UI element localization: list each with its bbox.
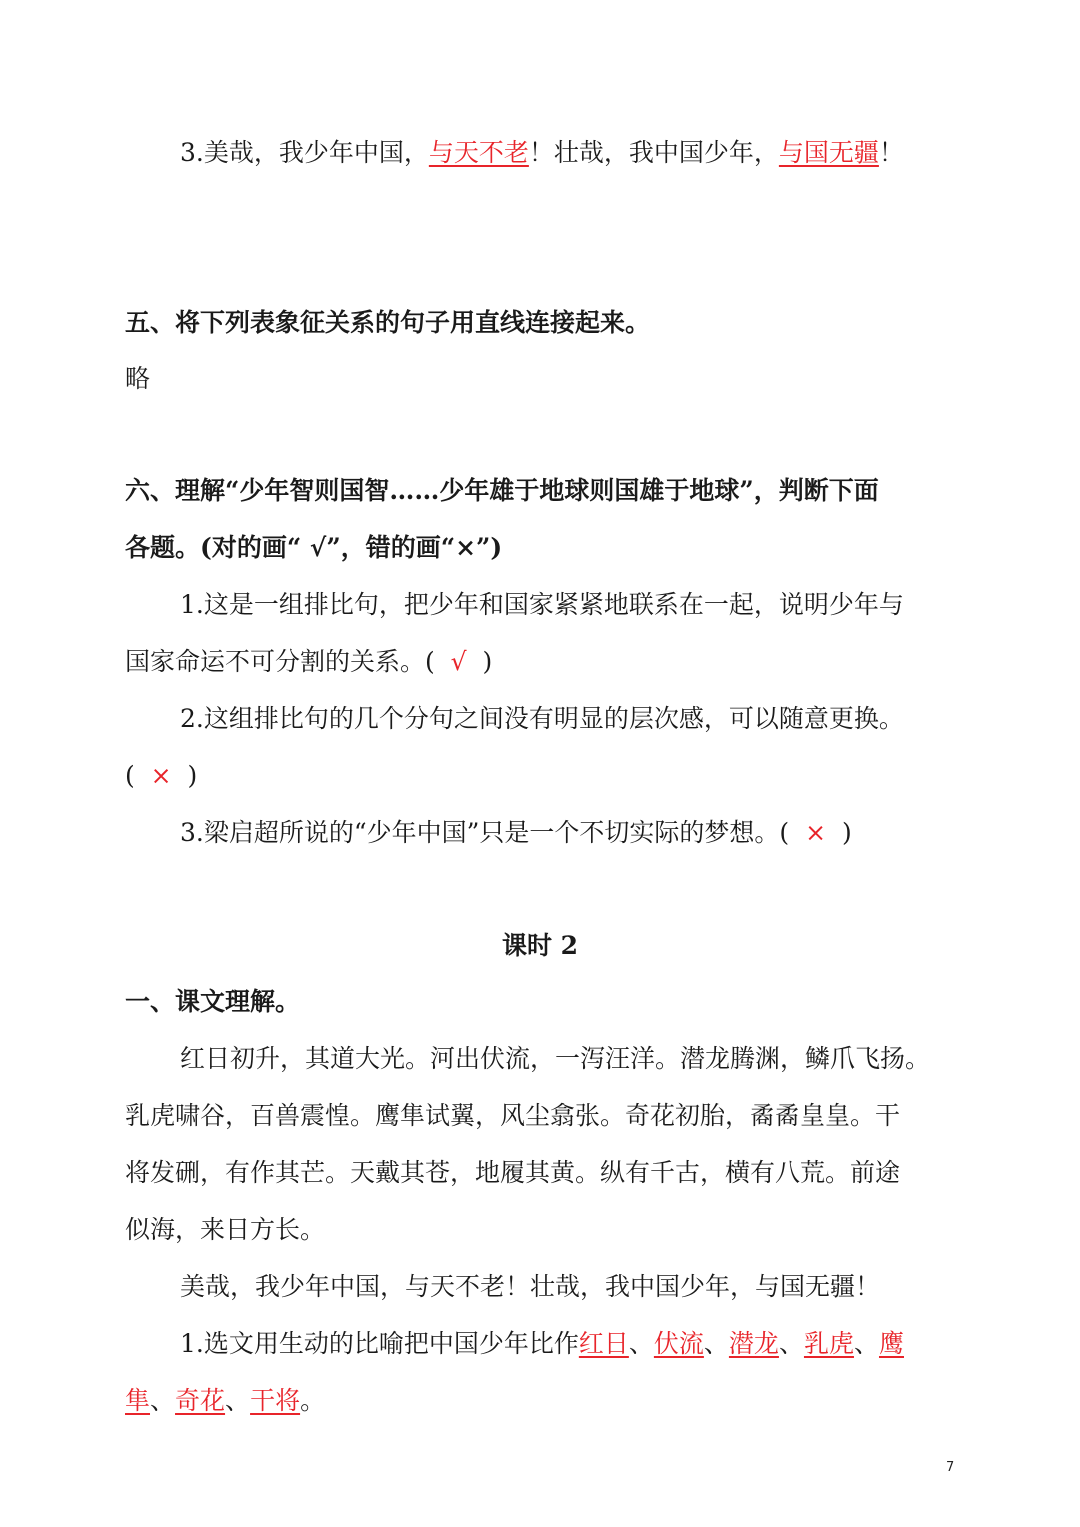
- lesson2-question-1: 1.选文用生动的比喻把中国少年比作红日、伏流、潜龙、乳虎、鹰: [180, 1329, 904, 1358]
- sec6-question-1-cont: 国家命运不可分割的关系。( √ ): [125, 647, 493, 676]
- sec6-question-2-answer: ( × ): [125, 761, 198, 790]
- answer-mark: ×: [805, 818, 827, 847]
- sec6-question-3: 3.梁启超所说的“少年中国”只是一个不切实际的梦想。( × ): [180, 818, 852, 847]
- lesson-title: 课时 2: [501, 931, 579, 960]
- answer-mark: ×: [150, 761, 172, 790]
- sec4-question-3: 3.美哉，我少年中国，与天不老！壮哉，我中国少年，与国无疆！: [180, 138, 904, 167]
- section-5-heading: 五、将下列表象征关系的句子用直线连接起来。: [125, 308, 651, 337]
- answer-blank: 与天不老: [428, 138, 529, 167]
- passage-line: 美哉，我少年中国，与天不老！壮哉，我中国少年，与国无疆！: [180, 1272, 881, 1301]
- lesson2-section-1-heading: 一、课文理解。: [125, 987, 301, 1016]
- passage-line: 似海，来日方长。: [125, 1215, 326, 1244]
- answer-blank: 鹰: [878, 1329, 904, 1358]
- lesson2-question-1-cont: 隼、奇花、干将。: [125, 1386, 326, 1415]
- section-5-answer: 略: [125, 364, 151, 393]
- passage-line: 红日初升，其道大光。河出伏流，一泻汪洋。潜龙腾渊，鳞爪飞扬。: [180, 1044, 931, 1073]
- passage-line: 将发硎，有作其芒。天戴其苍，地履其黄。纵有千古，横有八荒。前途: [125, 1158, 901, 1187]
- sec6-question-1: 1.这是一组排比句，把少年和国家紧紧地联系在一起，说明少年与: [180, 590, 904, 619]
- answer-blank: 红日: [578, 1329, 629, 1358]
- sec6-question-2: 2.这组排比句的几个分句之间没有明显的层次感，可以随意更换。: [180, 704, 904, 733]
- section-6-heading-cont: 各题。(对的画“ √”，错的画“×”): [125, 533, 503, 562]
- passage-line: 乳虎啸谷，百兽震惶。鹰隼试翼，风尘翕张。奇花初胎，矞矞皇皇。干: [125, 1101, 901, 1130]
- answer-blank: 与国无疆: [778, 138, 879, 167]
- answer-blank: 隼: [125, 1386, 151, 1415]
- answer-blank: 奇花: [175, 1386, 226, 1415]
- page-number: 7: [946, 1460, 955, 1475]
- answer-blank: 干将: [250, 1386, 301, 1415]
- answer-blank: 潜龙: [728, 1329, 779, 1358]
- answer-blank: 伏流: [653, 1329, 704, 1358]
- section-6-heading: 六、理解“少年智则国智……少年雄于地球则国雄于地球”，判断下面: [125, 476, 879, 505]
- answer-mark: √: [450, 647, 467, 676]
- answer-blank: 乳虎: [803, 1329, 854, 1358]
